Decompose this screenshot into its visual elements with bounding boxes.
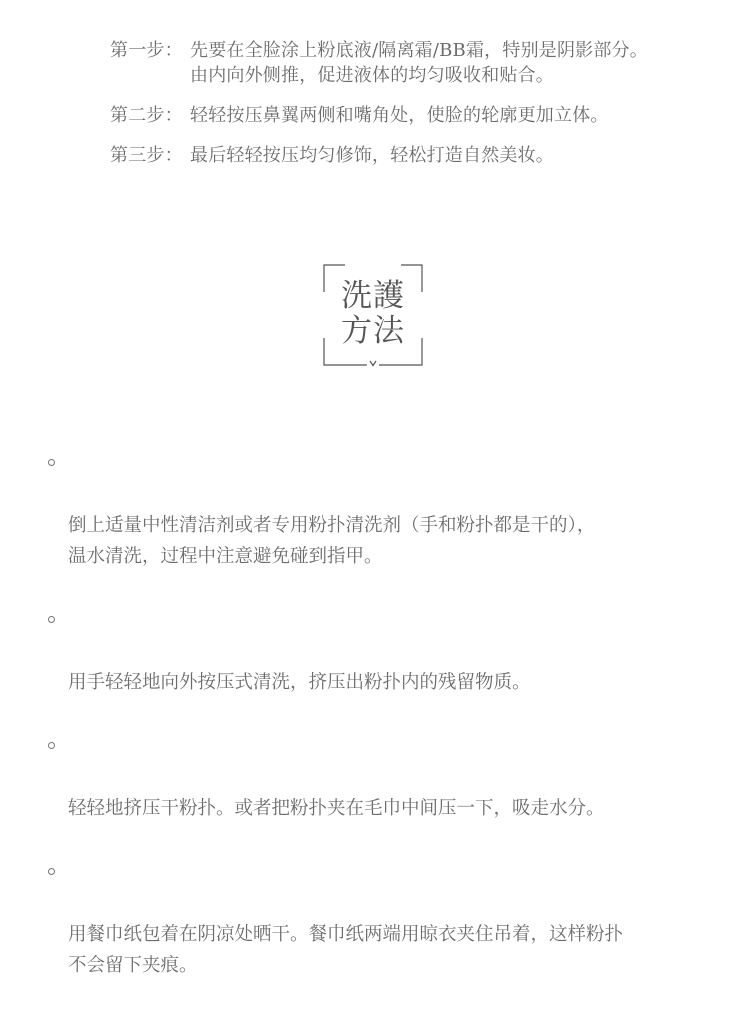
list-item xyxy=(48,731,708,824)
step-1 xyxy=(110,38,730,88)
step-3-text: 最后轻轻按压均匀修饰，轻松打造自然美妆。 xyxy=(190,145,554,166)
care-step-4-text: 用餐巾纸包着在阴凉处晒干。餐巾纸两端用晾衣夹住吊着，这样粉扑 不会留下夹痕。 xyxy=(68,924,624,976)
application-steps xyxy=(110,38,730,183)
step-3 xyxy=(110,143,730,168)
care-instructions-list xyxy=(48,448,708,1014)
badge-title-line-1: 洗護 xyxy=(341,278,405,314)
step-2-label: 第二步： xyxy=(110,105,183,126)
step-3-label: 第三步： xyxy=(110,145,183,166)
section-title-badge xyxy=(323,264,423,368)
step-2-text: 轻轻按压鼻翼两侧和嘴角处，使脸的轮廓更加立体。 xyxy=(190,105,609,126)
care-step-1-text: 倒上适量中性清洁剂或者专用粉扑清洗剂（手和粉扑都是干的）， 温水清洗，过程中注意避免碰到指甲。 xyxy=(68,515,596,567)
badge-title-line-2: 方法 xyxy=(341,313,405,349)
list-item xyxy=(48,857,708,981)
care-step-3-text: 轻轻地挤压干粉扑。或者把粉扑夹在毛巾中间压一下，吸走水分。 xyxy=(68,798,605,819)
list-item xyxy=(48,605,708,698)
bullet-circle-icon xyxy=(48,868,55,875)
care-step-2-text: 用手轻轻地向外按压式清洗，挤压出粉扑内的残留物质。 xyxy=(68,672,531,693)
bullet-circle-icon xyxy=(48,459,55,466)
step-1-label: 第一步： xyxy=(110,40,183,61)
step-2 xyxy=(110,103,730,128)
bullet-circle-icon xyxy=(48,742,55,749)
list-item xyxy=(48,448,708,572)
step-1-text: 先要在全脸涂上粉底液/隔离霜/BB霜，特别是阴影部分。 由内向外侧推，促进液体的均匀吸收和贴合。 xyxy=(190,40,648,86)
bullet-circle-icon xyxy=(48,616,55,623)
